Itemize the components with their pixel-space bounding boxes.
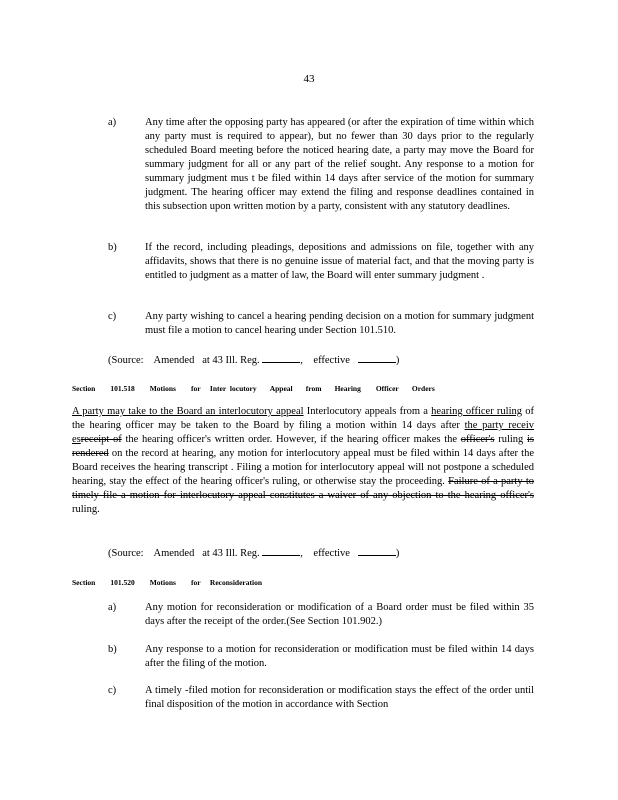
source-note: (Source: Amended at 43 Ill. Reg. , effective ) <box>108 545 399 561</box>
blank-line <box>358 352 396 363</box>
list-item <box>108 310 534 338</box>
item-text: Any time after the opposing party has appeared (or after the expiration of time within which any party must is required to appear), but no fewer than 30 days prior to the regularly scheduled Board meeting before the noticed hearing date, a party may move the Board for summary judgment for all or any part of the relief sought. Any response to a motion for summary judgment mus t be filed within 14 days after service of the motion for summary judgment. The hearing officer may extend the filing and response deadlines contained in this subsection upon written motion by a party, consistent with any statutory deadlines. <box>145 117 534 212</box>
item-text: Any motion for reconsideration or modification of a Board order must be filed within 35 days after the receipt of the order.(See Section 101.902.) <box>145 602 534 627</box>
list-item <box>108 601 534 629</box>
blank-line <box>262 545 300 556</box>
page-number: 43 <box>303 73 315 85</box>
list-item <box>108 116 534 214</box>
item-label: b) <box>108 242 117 253</box>
item-label: a) <box>108 117 117 128</box>
blank-line <box>358 545 396 556</box>
list-item <box>108 684 534 712</box>
list-item <box>108 241 534 283</box>
source-note: (Source: Amended at 43 Ill. Reg. , effective ) <box>108 352 399 368</box>
item-text: Any party wishing to cancel a hearing pending decision on a motion for summary judgment must file a motion to cancel hearing under Section 101.510. <box>145 311 534 336</box>
item-text: A timely -filed motion for reconsideration or modification stays the effect of the order until final disposition of the motion in accordance with Section <box>145 685 534 710</box>
list-item <box>108 643 534 671</box>
section-heading: Section 101.518 Motions for Inter locutory Appeal from Hearing Officer Orders <box>72 384 435 393</box>
section-heading: Section 101.520 Motions for Reconsideration <box>72 578 263 587</box>
item-text: If the record, including pleadings, depositions and admissions on file, together with any affidavits, shows that there is no genuine issue of material fact, and that the moving party is entitled to judgment as a matter of law, the Board will enter summary judgment . <box>145 242 534 281</box>
blank-line <box>262 352 300 363</box>
item-label: b) <box>108 644 117 655</box>
section-body: A party may take to the Board an interlocutory appeal Interlocutory appeals from a hearing officer ruling of the hearing officer may be taken to the Board by filing a motion within 14 days after the party receiv esreceipt of the hearing officer's written order. However, if the hearing officer makes the officer's ruling is rendered on the record at hearing, any motion for interlocutory appeal must be filed within 14 days after the Board receives the hearing transcript . Filing a motion for interlocutory appeal will not postpone a scheduled hearing, stay the effect of the hearing officer's ruling, or otherwise stay the proceeding. Failure of a party to timely file a motion for interlocutory appeal constitutes a waiver of any objection to the hearing officer's ruling. <box>72 406 535 515</box>
item-label: c) <box>108 311 117 322</box>
item-text: Any response to a motion for reconsideration or modification must be filed within 14 days after the filing of the motion. <box>145 644 534 669</box>
item-label: c) <box>108 685 117 696</box>
item-label: a) <box>108 602 117 613</box>
